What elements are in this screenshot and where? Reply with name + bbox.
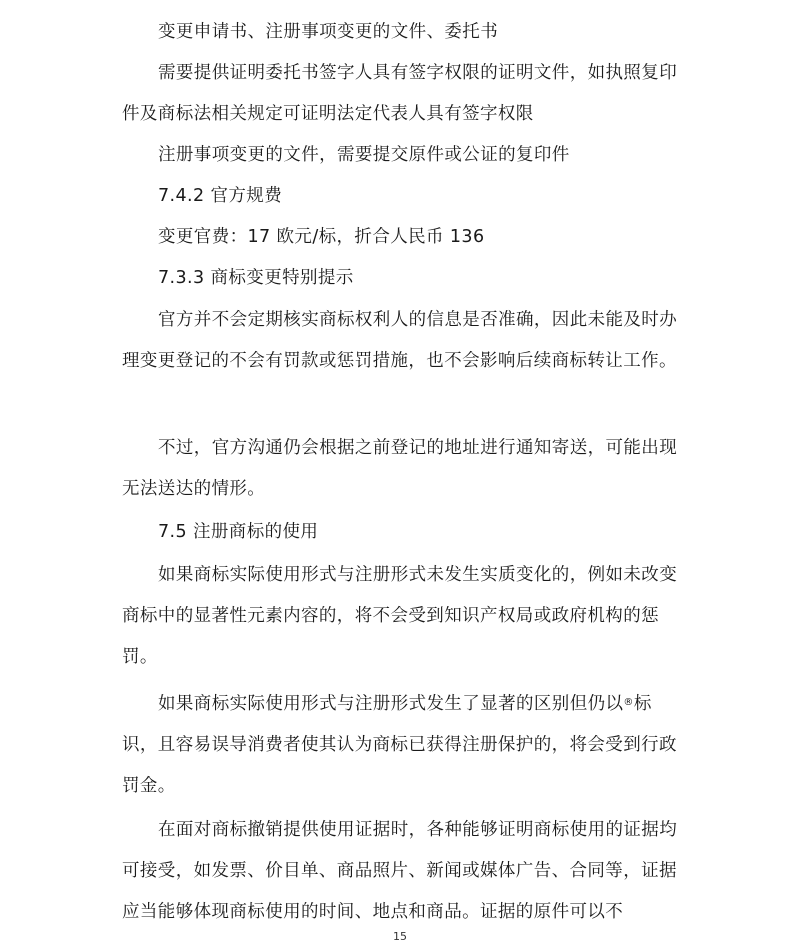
line-change-fee: 变更官费：17 欧元/标，折合人民币 136 xyxy=(158,227,485,247)
paragraph-text: 需要提供证明委托书签字人具有签字权限的证明文件，如执照复印件及商标法相关规定可证明法定代表人具有签字权限 xyxy=(122,63,678,124)
paragraph-notification-address xyxy=(122,428,682,510)
paragraph-use-evidence xyxy=(122,810,682,933)
paragraph-text: 如果商标实际使用形式与注册形式发生了显著的区别但仍以 xyxy=(158,694,624,714)
paragraph-no-substantial-change xyxy=(122,555,682,678)
heading-official-fees: 7.4.2 官方规费 xyxy=(158,186,283,206)
paragraph-misleading-use xyxy=(122,684,682,807)
page-number: 15 xyxy=(393,930,407,943)
paragraph-text: 官方并不会定期核实商标权利人的信息是否准确，因此未能及时办理变更登记的不会有罚款或惩罚措施，也不会影响后续商标转让工作。 xyxy=(122,310,678,371)
paragraph-text-continued: 标识，且容易误导消费者使其认为商标已获得注册保护的，将会受到行政罚金。 xyxy=(122,694,677,796)
paragraph-text: 如果商标实际使用形式与注册形式未发生实质变化的，例如未改变商标中的显著性元素内容的，将不会受到知识产权局或政府机构的惩罚。 xyxy=(122,565,678,667)
heading-change-notice: 7.3.3 商标变更特别提示 xyxy=(158,268,354,288)
line-change-documents: 变更申请书、注册事项变更的文件、委托书 xyxy=(158,22,499,42)
paragraph-text: 在面对商标撤销提供使用证据时，各种能够证明商标使用的证据均可接受，如发票、价目单、商品照片、新闻或媒体广告、合同等，证据应当能够体现商标使用的时间、地点和商品。证据的原件可以不 xyxy=(122,820,678,922)
paragraph-signature-authority xyxy=(122,53,682,135)
paragraph-no-verification xyxy=(122,300,682,382)
heading-trademark-use: 7.5 注册商标的使用 xyxy=(158,522,319,542)
paragraph-text: 不过，官方沟通仍会根据之前登记的地址进行通知寄送，可能出现无法送达的情形。 xyxy=(122,438,678,499)
registered-mark: ® xyxy=(623,697,634,708)
line-registration-documents: 注册事项变更的文件，需要提交原件或公证的复印件 xyxy=(158,145,570,165)
